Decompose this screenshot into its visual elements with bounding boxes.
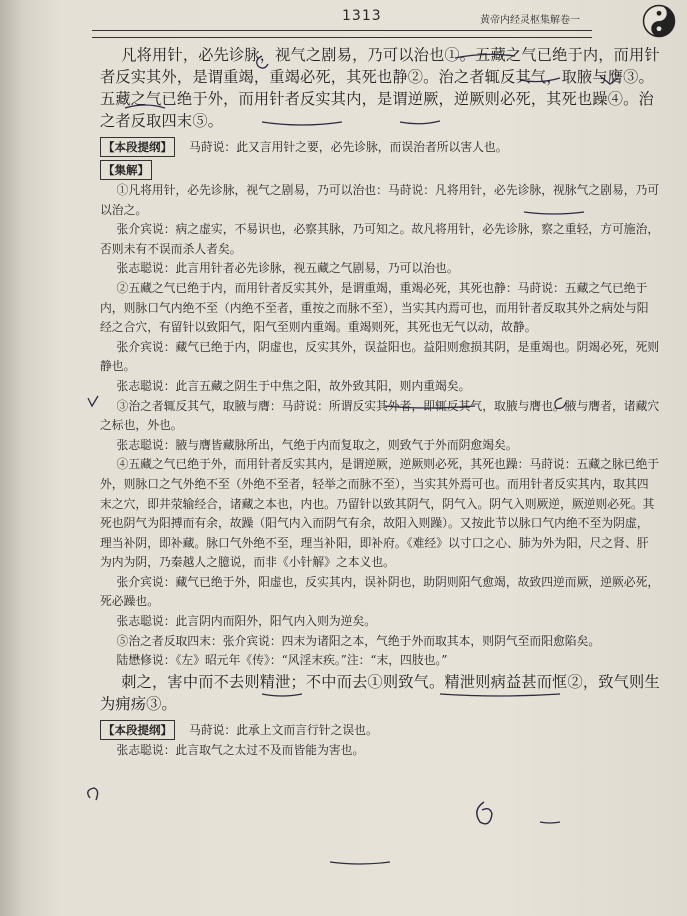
section-heading-text: 马莳说：此又言用针之要，必先诊脉，而误治者所以害人也。 xyxy=(189,140,508,154)
commentary-paragraph: 张志聪说：腋与膺皆藏脉所出，气绝于内而复取之，则致气于外而阴愈竭矣。 xyxy=(116,437,518,452)
section-heading xyxy=(100,137,660,157)
header-rule xyxy=(92,30,592,38)
commentary-paragraph: ③治之者辄反其气，取腋与膺：马莳说：所谓反实其外者，即辄反其气，取腋与膺也。腋与膺者，诸藏穴之标也，外也。 xyxy=(100,398,660,433)
commentary-paragraph: 张介宾说：藏气已绝于外，阳虚也，反实其内，误补阴也，助阴则阳气愈竭，故致四逆而厥，逆厥必死，死必躁也。 xyxy=(100,574,660,609)
page-body xyxy=(100,44,660,760)
scripture-paragraph: 刺之，害中而不去则精泄；不中而去①则致气。精泄则病益甚而恇②，致气则生为痈疡③。 xyxy=(100,672,660,713)
section-heading-label: 【本段提纲】 xyxy=(100,720,175,740)
section-heading-text: 马莳说：此承上文而言行针之误也。 xyxy=(189,722,378,737)
page-header xyxy=(92,8,652,38)
commentary-paragraph: ①凡将用针，必先诊脉，视气之剧易，乃可以治也：马莳说：凡将用针，必先诊脉，视脉气之剧易，乃可以治之。 xyxy=(100,183,660,217)
section-heading-label: 【本段提纲】 xyxy=(100,137,175,157)
yin-yang-icon xyxy=(642,4,676,38)
commentary-paragraph: 张志聪说：此言五藏之阴生于中焦之阳，故外致其阳，则内重竭矣。 xyxy=(116,378,471,393)
commentary-paragraph: 陆懋修说：《左》昭元年《传》：“风淫末疾。”注：“末，四肢也。” xyxy=(116,653,448,668)
commentary-paragraph: 张志聪说：此言阴内而阳外，阳气内入则为逆矣。 xyxy=(116,614,377,629)
commentary-paragraph: ②五藏之气已绝于内，而用针者反实其外，是谓重竭，重竭必死，其死也静：马莳说：五藏之气已绝于内，则脉口气内绝不至（内绝不至者，重按之而脉不至），当实其内焉可也，而用针者反取其外之病处与阳经之合穴，有留针以致阳气，阳气至则内重竭。重竭则死，其死也无气以动，故静。 xyxy=(100,280,649,335)
commentary-paragraph: ④五藏之气已绝于外，而用针者反实其内，是谓逆厥，逆厥则必死，其死也躁：马莳说：五藏之脉已绝于外，则脉口之气外绝不至（外绝不至者，轻举之而脉不至），当实其外焉可也。而用针者反实其内，取其四末之穴，即井荥输经合，诸藏之本也，内也。乃留针以致其阴气，阴气入。阴气入则厥逆，厥逆则必死。其死也阴气为阳搏而有余，故躁（阳气内入而阴气有余，故阳入则躁）。又按此节以脉口气内绝不至为阴虚，理当补阴，即补藏。脉口气外绝不至，理当补阳，即补府。《难经》以寸口之心、肺为外为阳，尺之肾、肝为内为阴，乃秦越人之臆说，而非《小针解》之本义也。 xyxy=(100,457,660,570)
section-heading-label: 【集解】 xyxy=(100,160,152,180)
commentary-paragraph: ⑤治之者反取四末：张介宾说：四末为诸阳之本，气绝于外而取其本，则阴气至而阳愈陷矣。 xyxy=(116,633,601,648)
running-title: 黄帝内经灵枢集解卷一 xyxy=(480,15,580,26)
page-number: 1313 xyxy=(342,8,382,24)
section-heading xyxy=(100,160,660,180)
commentary-paragraph: 张志聪说：此言用针者必先诊脉，视五藏之气剧易，乃可以治也。 xyxy=(116,261,459,276)
commentary-paragraph: 张介宾说：藏气已绝于内，阴虚也，反实其外，误益阳也。益阳则愈损其阴，是重竭也。阴竭必死，死则静也。 xyxy=(100,339,660,374)
section-heading xyxy=(100,720,660,740)
commentary-paragraph: 张志聪说：此言取气之太过不及而皆能为害也。 xyxy=(116,742,365,757)
scripture-paragraph: 凡将用针，必先诊脉，视气之剧易，乃可以治也①。五藏之气已绝于内，而用针者反实其外，是谓重竭，重竭必死，其死也静②。治之者辄反其气，取腋与膺③。五藏之气已绝于外，而用针者反实其内，是谓逆厥，逆厥则必死，其死也躁④。治之者反取四末⑤。 xyxy=(100,46,660,130)
commentary-paragraph: 张介宾说：病之虚实，不易识也，必察其脉，乃可知之。故凡将用针，必先诊脉，察之重轻，方可施治，否则未有不误而杀人者矣。 xyxy=(100,222,660,256)
